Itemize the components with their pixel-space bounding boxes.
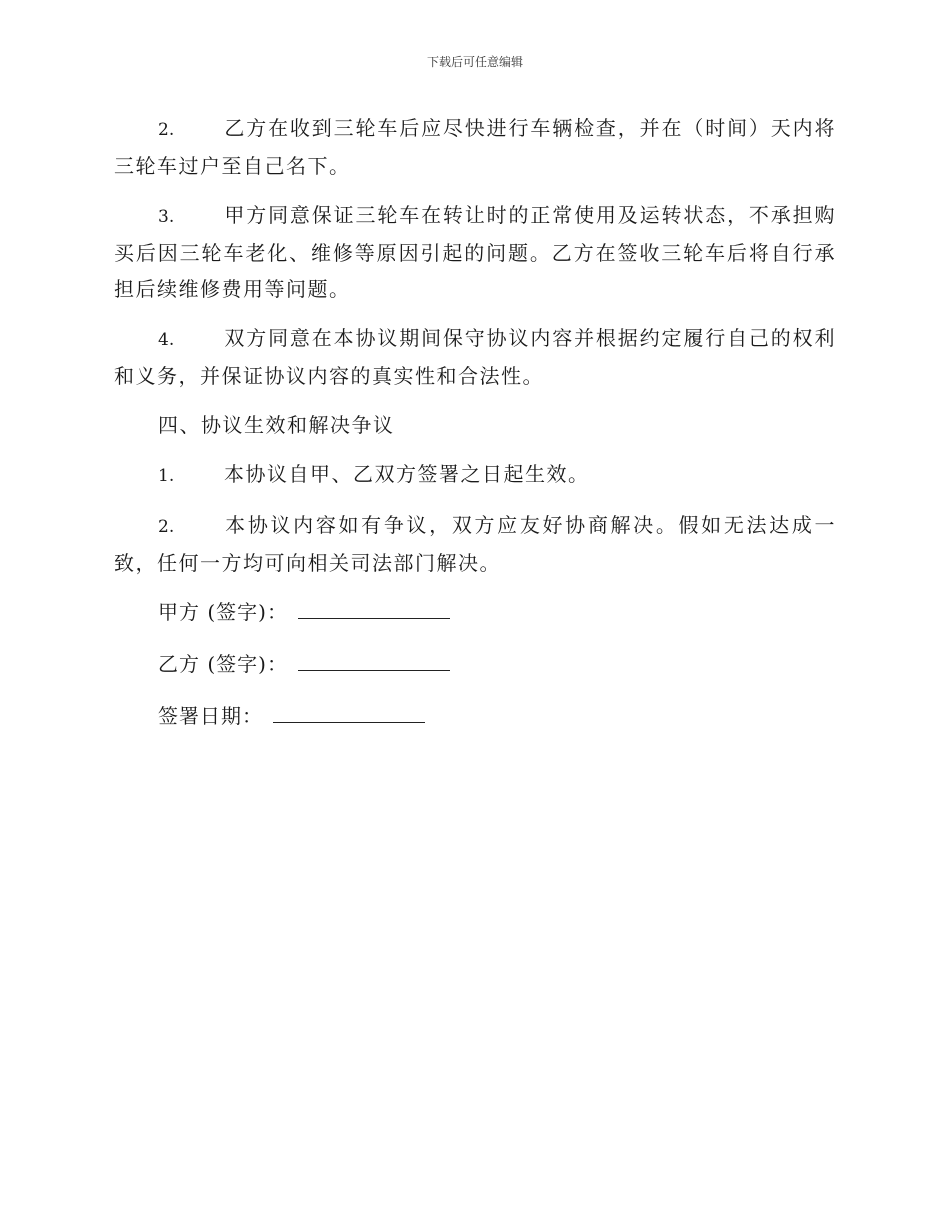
signing-date-line[interactable] <box>273 702 425 723</box>
clause-text: 本协议自甲、乙双方签署之日起生效。 <box>224 462 590 486</box>
clause-text: 乙方在收到三轮车后应尽快进行车辆检查，并在（时间）天内将三轮车过户至自己名下。 <box>114 116 836 178</box>
party-a-signature-line[interactable] <box>298 598 450 619</box>
section-4-heading: 四、协议生效和解决争议 <box>158 413 395 437</box>
clause-3-2 <box>114 110 836 184</box>
clause-number: 3. <box>158 207 175 227</box>
party-b-signature-row <box>114 646 836 682</box>
clause-number: 2. <box>158 517 175 537</box>
clause-4-2 <box>114 507 836 581</box>
clause-text: 双方同意在本协议期间保守协议内容并根据约定履行自己的权利和义务，并保证协议内容的真实性和合法性。 <box>114 326 836 388</box>
party-b-signature-line[interactable] <box>298 650 450 671</box>
clause-4-1 <box>114 456 836 494</box>
clause-number: 2. <box>158 120 175 140</box>
page-header: 下载后可任意编辑 <box>426 55 523 69</box>
clause-number: 4. <box>158 330 175 350</box>
party-b-signature-label: 乙方 (签字)： <box>158 652 288 676</box>
clause-3-3 <box>114 197 836 307</box>
clause-3-4 <box>114 320 836 394</box>
signing-date-label: 签署日期： <box>158 704 263 728</box>
party-a-signature-label: 甲方 (签字)： <box>158 600 288 624</box>
document-body <box>114 110 836 750</box>
clause-number: 1. <box>158 466 175 486</box>
clause-text: 甲方同意保证三轮车在转让时的正常使用及运转状态，不承担购买后因三轮车老化、维修等原因引起的问题。乙方在签收三轮车后将自行承担后续维修费用等问题。 <box>114 203 836 301</box>
party-a-signature-row <box>114 594 836 630</box>
signing-date-row <box>114 698 836 734</box>
clause-text: 本协议内容如有争议，双方应友好协商解决。假如无法达成一致，任何一方均可向相关司法部门解决。 <box>114 513 836 575</box>
